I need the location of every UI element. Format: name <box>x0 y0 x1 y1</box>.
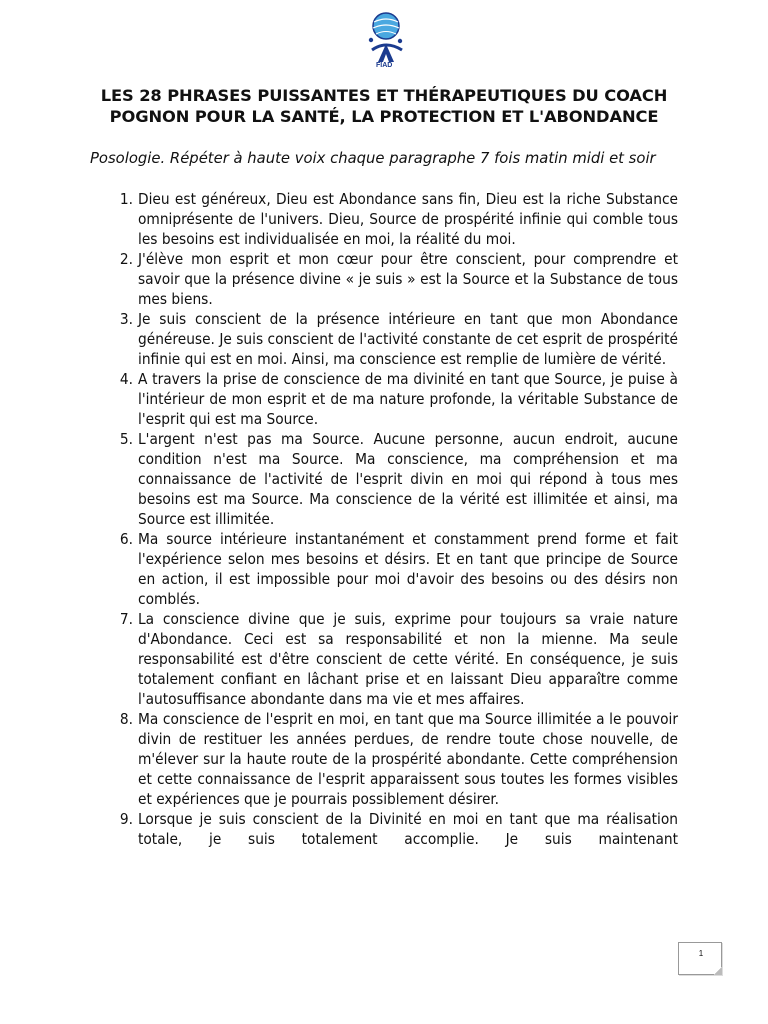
list-item <box>100 249 678 309</box>
page-number-box <box>678 942 722 975</box>
item-text: La conscience divine que je suis, exprime pour toujours sa vraie nature d'Abondance. Ceci est sa responsabilité et non la mienne. Ma seule responsabilité est d'être conscient de cette vérité. En conséquence, je suis totalement confiant en lâchant prise et en laissant Dieu apparaître comme l'autosuffisance abondante dans ma vie et mes affaires. <box>138 610 678 708</box>
item-number: 7. <box>119 610 133 628</box>
item-number: 8. <box>119 710 133 728</box>
item-number: 3. <box>119 310 133 328</box>
item-text: Dieu est généreux, Dieu est Abondance sans fin, Dieu est la riche Substance omniprésente de l'univers. Dieu, Source de prospérité infinie qui comble tous les besoins est individualisée en moi, la réalité du moi. <box>138 190 678 248</box>
item-number: 5. <box>119 430 133 448</box>
list-item <box>100 429 678 529</box>
item-text: J'élève mon esprit et mon cœur pour être conscient, pour comprendre et savoir que la présence divine « je suis » est la Source et la Substance de tous mes biens. <box>138 250 678 308</box>
document-title: LES 28 PHRASES PUISSANTES ET THÉRAPEUTIQUES DU COACH POGNON POUR LA SANTÉ, LA PROTECTION ET L'ABONDANCE <box>100 86 668 126</box>
list-item <box>100 809 678 849</box>
list-item <box>100 369 678 429</box>
list-item <box>100 529 678 609</box>
item-text: A travers la prise de conscience de ma divinité en tant que Source, je puise à l'intérieur de mon esprit et de ma nature profonde, la véritable Substance de l'esprit qui est ma Source. <box>138 370 678 428</box>
posologie-instruction: Posologie. Répéter à haute voix chaque paragraphe 7 fois matin midi et soir <box>90 150 656 167</box>
item-text: Ma source intérieure instantanément et constamment prend forme et fait l'expérience selon mes besoins et désirs. Et en tant que principe de Source en action, il est impossible pour moi d'avoir des besoins ou des désirs non comblés. <box>138 530 678 608</box>
list-item <box>100 709 678 809</box>
item-number: 9. <box>119 810 133 828</box>
item-text: L'argent n'est pas ma Source. Aucune personne, aucun endroit, aucune condition n'est ma Source. Ma conscience, ma compréhension et ma connaissance de l'activité de l'esprit divin en moi qui répond à tous mes besoins est ma Source. Ma conscience de la vérité est illimitée et ainsi, ma Source est illimitée. <box>138 430 678 528</box>
item-number: 2. <box>119 250 133 268</box>
item-text: Ma conscience de l'esprit en moi, en tant que ma Source illimitée a le pouvoir divin de restituer les années perdues, de rendre toute chose nouvelle, de m'élever sur la haute route de la prospérité abondante. Cette compréhension et cette connaissance de l'esprit apparaissent sous toutes les formes visibles et expériences que je pourrais possiblement désirer. <box>138 710 678 808</box>
item-number: 6. <box>119 530 133 548</box>
list-item <box>100 309 678 369</box>
item-text: Lorsque je suis conscient de la Divinité en moi en tant que ma réalisation totale, je suis totalement accomplie. Je suis maintenant <box>138 810 678 848</box>
item-number: 4. <box>119 370 133 388</box>
list-item <box>100 189 678 249</box>
logo-name: FIAD <box>376 62 393 69</box>
affirmations-list <box>100 189 678 849</box>
list-item <box>100 609 678 709</box>
item-text: Je suis conscient de la présence intérieure en tant que mon Abondance généreuse. Je suis conscient de l'activité constante de cet esprit de prospérité infinie qui est en moi. Ainsi, ma conscience est remplie de lumière de vérité. <box>138 310 678 368</box>
page-number: 1 <box>698 949 704 958</box>
item-number: 1. <box>119 190 133 208</box>
